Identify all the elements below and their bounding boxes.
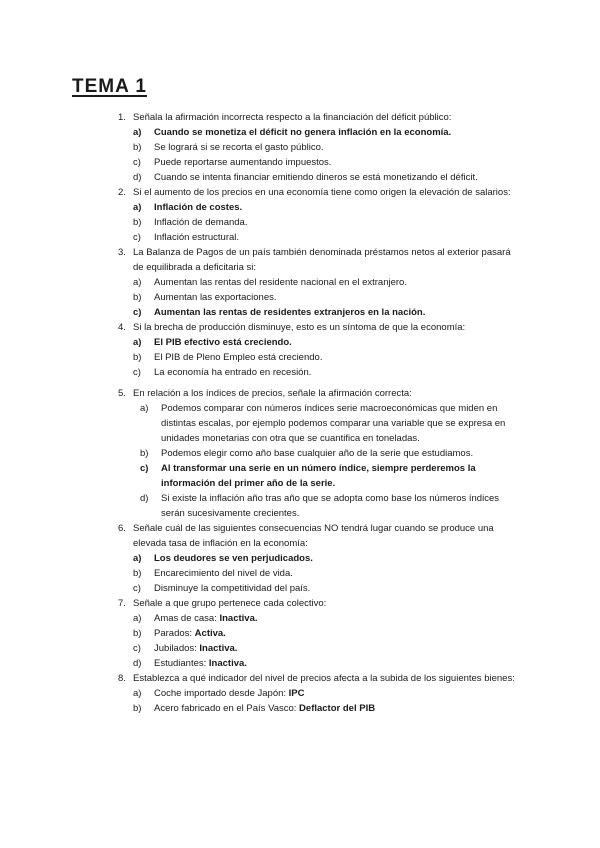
option-answer: Inactiva. (208, 658, 247, 669)
option-item (133, 155, 518, 170)
option-item (133, 275, 518, 290)
option-item (133, 686, 518, 701)
option-letter: b) (140, 448, 149, 459)
option-text: Aumentan las rentas de residentes extranjeros en la nación. (154, 307, 426, 318)
option-text: El PIB efectivo está creciendo. (154, 337, 292, 348)
option-item (133, 290, 518, 305)
question-item (118, 185, 518, 245)
option-item (133, 140, 518, 155)
option-item (133, 701, 518, 716)
option-item (133, 230, 518, 245)
question-number: 3. (118, 247, 126, 258)
question-number: 5. (118, 388, 126, 399)
question-item (118, 386, 518, 521)
question-number: 4. (118, 322, 126, 333)
question-item (118, 596, 518, 671)
option-letter: d) (133, 658, 142, 669)
option-letter: a) (133, 613, 142, 624)
option-list (133, 611, 518, 671)
option-text: Puede reportarse aumentando impuestos. (154, 157, 332, 168)
option-letter: c) (133, 643, 141, 654)
question-text: Señala la afirmación incorrecta respecto a la financiación del déficit público: (133, 112, 452, 123)
option-letter: c) (133, 157, 141, 168)
option-item (133, 350, 518, 365)
option-item (133, 611, 518, 626)
question-text: Establezca a qué indicador del nivel de precios afecta a la subida de los siguientes bienes: (133, 673, 515, 684)
option-list (133, 275, 518, 320)
correct-option (133, 551, 518, 566)
option-answer: Deflactor del PIB (299, 703, 376, 714)
question-number: 6. (118, 523, 126, 534)
option-answer: Activa. (194, 628, 226, 639)
option-letter: a) (133, 202, 142, 213)
correct-option (140, 461, 518, 491)
option-item (133, 566, 518, 581)
question-text: Si el aumento de los precios en una economía tiene como origen la elevación de salarios: (133, 187, 511, 198)
option-letter: b) (133, 568, 142, 579)
option-list (133, 686, 518, 716)
option-item (133, 365, 518, 380)
option-list (133, 125, 518, 185)
correct-option (133, 335, 518, 350)
option-text: Se logrará si se recorta el gasto público. (154, 142, 324, 153)
option-text: Al transformar una serie en un número índice, siempre perderemos la información del primer año de la serie. (161, 463, 476, 489)
question-item (118, 521, 518, 596)
option-letter: d) (133, 172, 142, 183)
option-letter: a) (133, 688, 142, 699)
option-text: Parados: (154, 628, 195, 639)
option-text: Aumentan las rentas del residente nacional en el extranjero. (154, 277, 407, 288)
option-letter: b) (133, 703, 142, 714)
option-letter: c) (140, 463, 149, 474)
question-item (118, 320, 518, 380)
option-text: Estudiantes: (154, 658, 209, 669)
option-letter: a) (133, 337, 142, 348)
option-item (133, 656, 518, 671)
option-letter: a) (140, 403, 149, 414)
option-list (133, 401, 518, 521)
question-number: 1. (118, 112, 126, 123)
option-text: Cuando se intenta financiar emitiendo dineros se está monetizando el déficit. (154, 172, 478, 183)
option-item (133, 170, 518, 185)
option-item (133, 581, 518, 596)
option-answer: IPC (288, 688, 305, 699)
option-text: Coche importado desde Japón: (154, 688, 289, 699)
option-answer: Inactiva. (219, 613, 258, 624)
option-text: Jubilados: (154, 643, 200, 654)
option-answer: Inactiva. (199, 643, 238, 654)
question-number: 8. (118, 673, 126, 684)
option-text: Inflación estructural. (154, 232, 240, 243)
question-text: En relación a los índices de precios, señale la afirmación correcta: (133, 388, 412, 399)
option-letter: b) (133, 142, 142, 153)
option-letter: c) (133, 307, 142, 318)
option-text: Inflación de demanda. (154, 217, 248, 228)
question-list (118, 110, 518, 716)
option-text: El PIB de Pleno Empleo está creciendo. (154, 352, 323, 363)
option-letter: b) (133, 292, 142, 303)
option-letter: a) (133, 127, 142, 138)
option-item (133, 626, 518, 641)
option-list (133, 200, 518, 245)
question-number: 7. (118, 598, 126, 609)
question-item (118, 110, 518, 185)
option-item (133, 641, 518, 656)
correct-option (133, 305, 518, 320)
question-text: Señale cuál de las siguientes consecuencias NO tendrá lugar cuando se produce una elevada tasa de inflación en la economía: (133, 523, 494, 549)
correct-option (133, 125, 518, 140)
option-text: Encarecimiento del nivel de vida. (154, 568, 293, 579)
option-letter: a) (133, 277, 142, 288)
question-text: La Balanza de Pagos de un país también denominada préstamos netos al exterior pasará de equilibrada a deficitaria si: (133, 247, 511, 273)
option-letter: d) (140, 493, 149, 504)
question-text: Señale a que grupo pertenece cada colectivo: (133, 598, 327, 609)
option-letter: a) (133, 553, 142, 564)
page-title: TEMA 1 (72, 76, 147, 97)
option-item (140, 491, 518, 521)
option-text: Si existe la inflación año tras año que se adopta como base los números índices serán sucesivamente crecientes. (161, 493, 499, 519)
option-text: Cuando se monetiza el déficit no genera inflación en la economía. (154, 127, 452, 138)
question-item (118, 245, 518, 320)
option-text: Acero fabricado en el País Vasco: (154, 703, 300, 714)
option-letter: b) (133, 352, 142, 363)
option-item (140, 401, 518, 446)
question-item (118, 671, 518, 716)
option-text: Podemos elegir como año base cualquier año de la serie que estudiamos. (161, 448, 474, 459)
option-letter: b) (133, 217, 142, 228)
option-letter: b) (133, 628, 142, 639)
option-text: Disminuye la competitividad del país. (154, 583, 311, 594)
option-list (133, 335, 518, 380)
option-letter: c) (133, 367, 141, 378)
option-list (133, 551, 518, 596)
option-letter: c) (133, 232, 141, 243)
option-text: Inflación de costes. (154, 202, 243, 213)
question-number: 2. (118, 187, 126, 198)
correct-option (133, 200, 518, 215)
option-item (133, 215, 518, 230)
question-text: Si la brecha de producción disminuye, esto es un síntoma de que la economía: (133, 322, 466, 333)
option-letter: c) (133, 583, 141, 594)
option-text: Aumentan las exportaciones. (154, 292, 277, 303)
option-text: Los deudores se ven perjudicados. (154, 553, 313, 564)
option-text: Podemos comparar con números índices serie macroeconómicas que miden en distintas escalas, por ejemplo podemos comparar una variable que se expresa en unidades monetarias con otra que se cuantifica en toneladas. (161, 403, 506, 444)
option-text: Amas de casa: (154, 613, 220, 624)
option-text: La economía ha entrado en recesión. (154, 367, 312, 378)
option-item (140, 446, 518, 461)
